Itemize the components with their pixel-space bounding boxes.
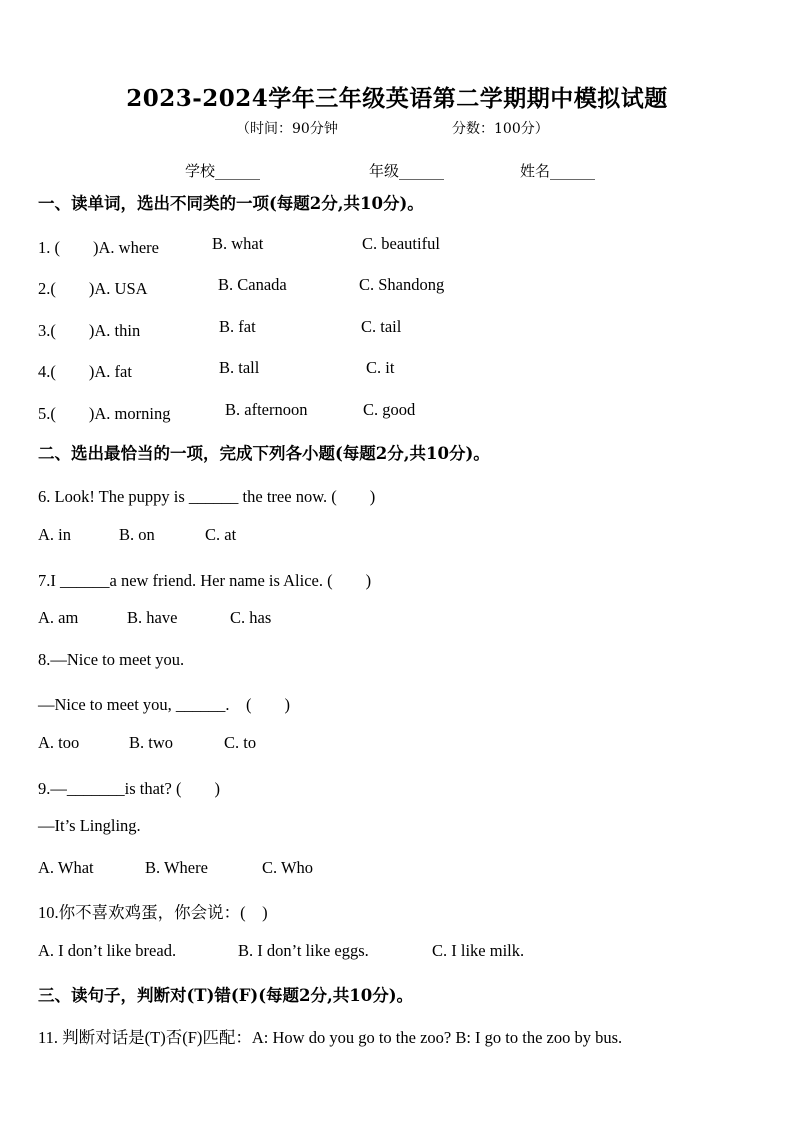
q4-option-c: C. it xyxy=(366,358,395,377)
q10-option-b: B. I don’t like eggs. xyxy=(238,941,369,960)
q9-option-a: A. What xyxy=(38,858,94,877)
q7-option-a: A. am xyxy=(38,608,79,627)
q3-option-a: 3.( )A. thin xyxy=(38,321,141,340)
question-8-line2: —Nice to meet you, ______. ( ) xyxy=(38,695,291,714)
question-11: 11. 判断对话是(T)否(F)匹配：A: How do you go to the zoo? B: I go to the zoo by bus. xyxy=(38,1028,623,1047)
q9-option-c: C. Who xyxy=(262,858,314,877)
question-9-line1: 9.—_______is that? ( ) xyxy=(38,779,220,798)
page-title: 2023-2024学年三年级英语第二学期期中模拟试题 xyxy=(126,85,668,112)
q5-option-c: C. good xyxy=(363,400,416,419)
q9-option-b: B. Where xyxy=(145,858,208,877)
q7-option-c: C. has xyxy=(230,608,272,627)
q3-option-b: B. fat xyxy=(219,317,256,336)
section2-heading: 二、选出最恰当的一项，完成下列各小题(每题2分,共10分)。 xyxy=(38,444,490,463)
q2-option-c: C. Shandong xyxy=(359,275,445,294)
q8-option-c: C. to xyxy=(224,733,257,752)
q7-option-b: B. have xyxy=(127,608,178,627)
question-10-stem: 10.你不喜欢鸡蛋，你会说：( ) xyxy=(38,903,268,922)
q1-option-a: 1. ( )A. where xyxy=(38,238,159,257)
q8-option-b: B. two xyxy=(129,733,174,752)
section3-heading: 三、读句子，判断对(T)错(F)(每题2分,共10分)。 xyxy=(38,986,414,1005)
question-7-stem: 7.I ______a new friend. Her name is Alice. ( ) xyxy=(38,571,372,590)
q4-option-a: 4.( )A. fat xyxy=(38,362,132,381)
question-8-line1: 8.—Nice to meet you. xyxy=(38,650,185,669)
q5-option-a: 5.( )A. morning xyxy=(38,404,171,423)
exam-time: （时间：90分钟 xyxy=(236,121,338,137)
section1-heading: 一、读单词，选出不同类的一项(每题2分,共10分)。 xyxy=(38,194,424,213)
q6-option-c: C. at xyxy=(205,525,237,544)
q6-option-b: B. on xyxy=(119,525,155,544)
q2-option-a: 2.( )A. USA xyxy=(38,279,148,298)
q5-option-b: B. afternoon xyxy=(225,400,308,419)
q1-option-c: C. beautiful xyxy=(362,234,440,253)
q2-option-b: B. Canada xyxy=(218,275,287,294)
q4-option-b: B. tall xyxy=(219,358,260,377)
grade-field: 年级______ xyxy=(369,162,445,180)
question-6-stem: 6. Look! The puppy is ______ the tree now. ( ) xyxy=(38,487,376,506)
school-field: 学校______ xyxy=(185,162,261,180)
q3-option-c: C. tail xyxy=(361,317,402,336)
q8-option-a: A. too xyxy=(38,733,80,752)
q10-option-c: C. I like milk. xyxy=(432,941,525,960)
q6-option-a: A. in xyxy=(38,525,71,544)
name-field: 姓名______ xyxy=(520,162,596,180)
exam-score: 分数：100分） xyxy=(452,121,549,137)
question-9-line2: —It’s Lingling. xyxy=(38,816,141,835)
q1-option-b: B. what xyxy=(212,234,264,253)
q10-option-a: A. I don’t like bread. xyxy=(38,941,177,960)
